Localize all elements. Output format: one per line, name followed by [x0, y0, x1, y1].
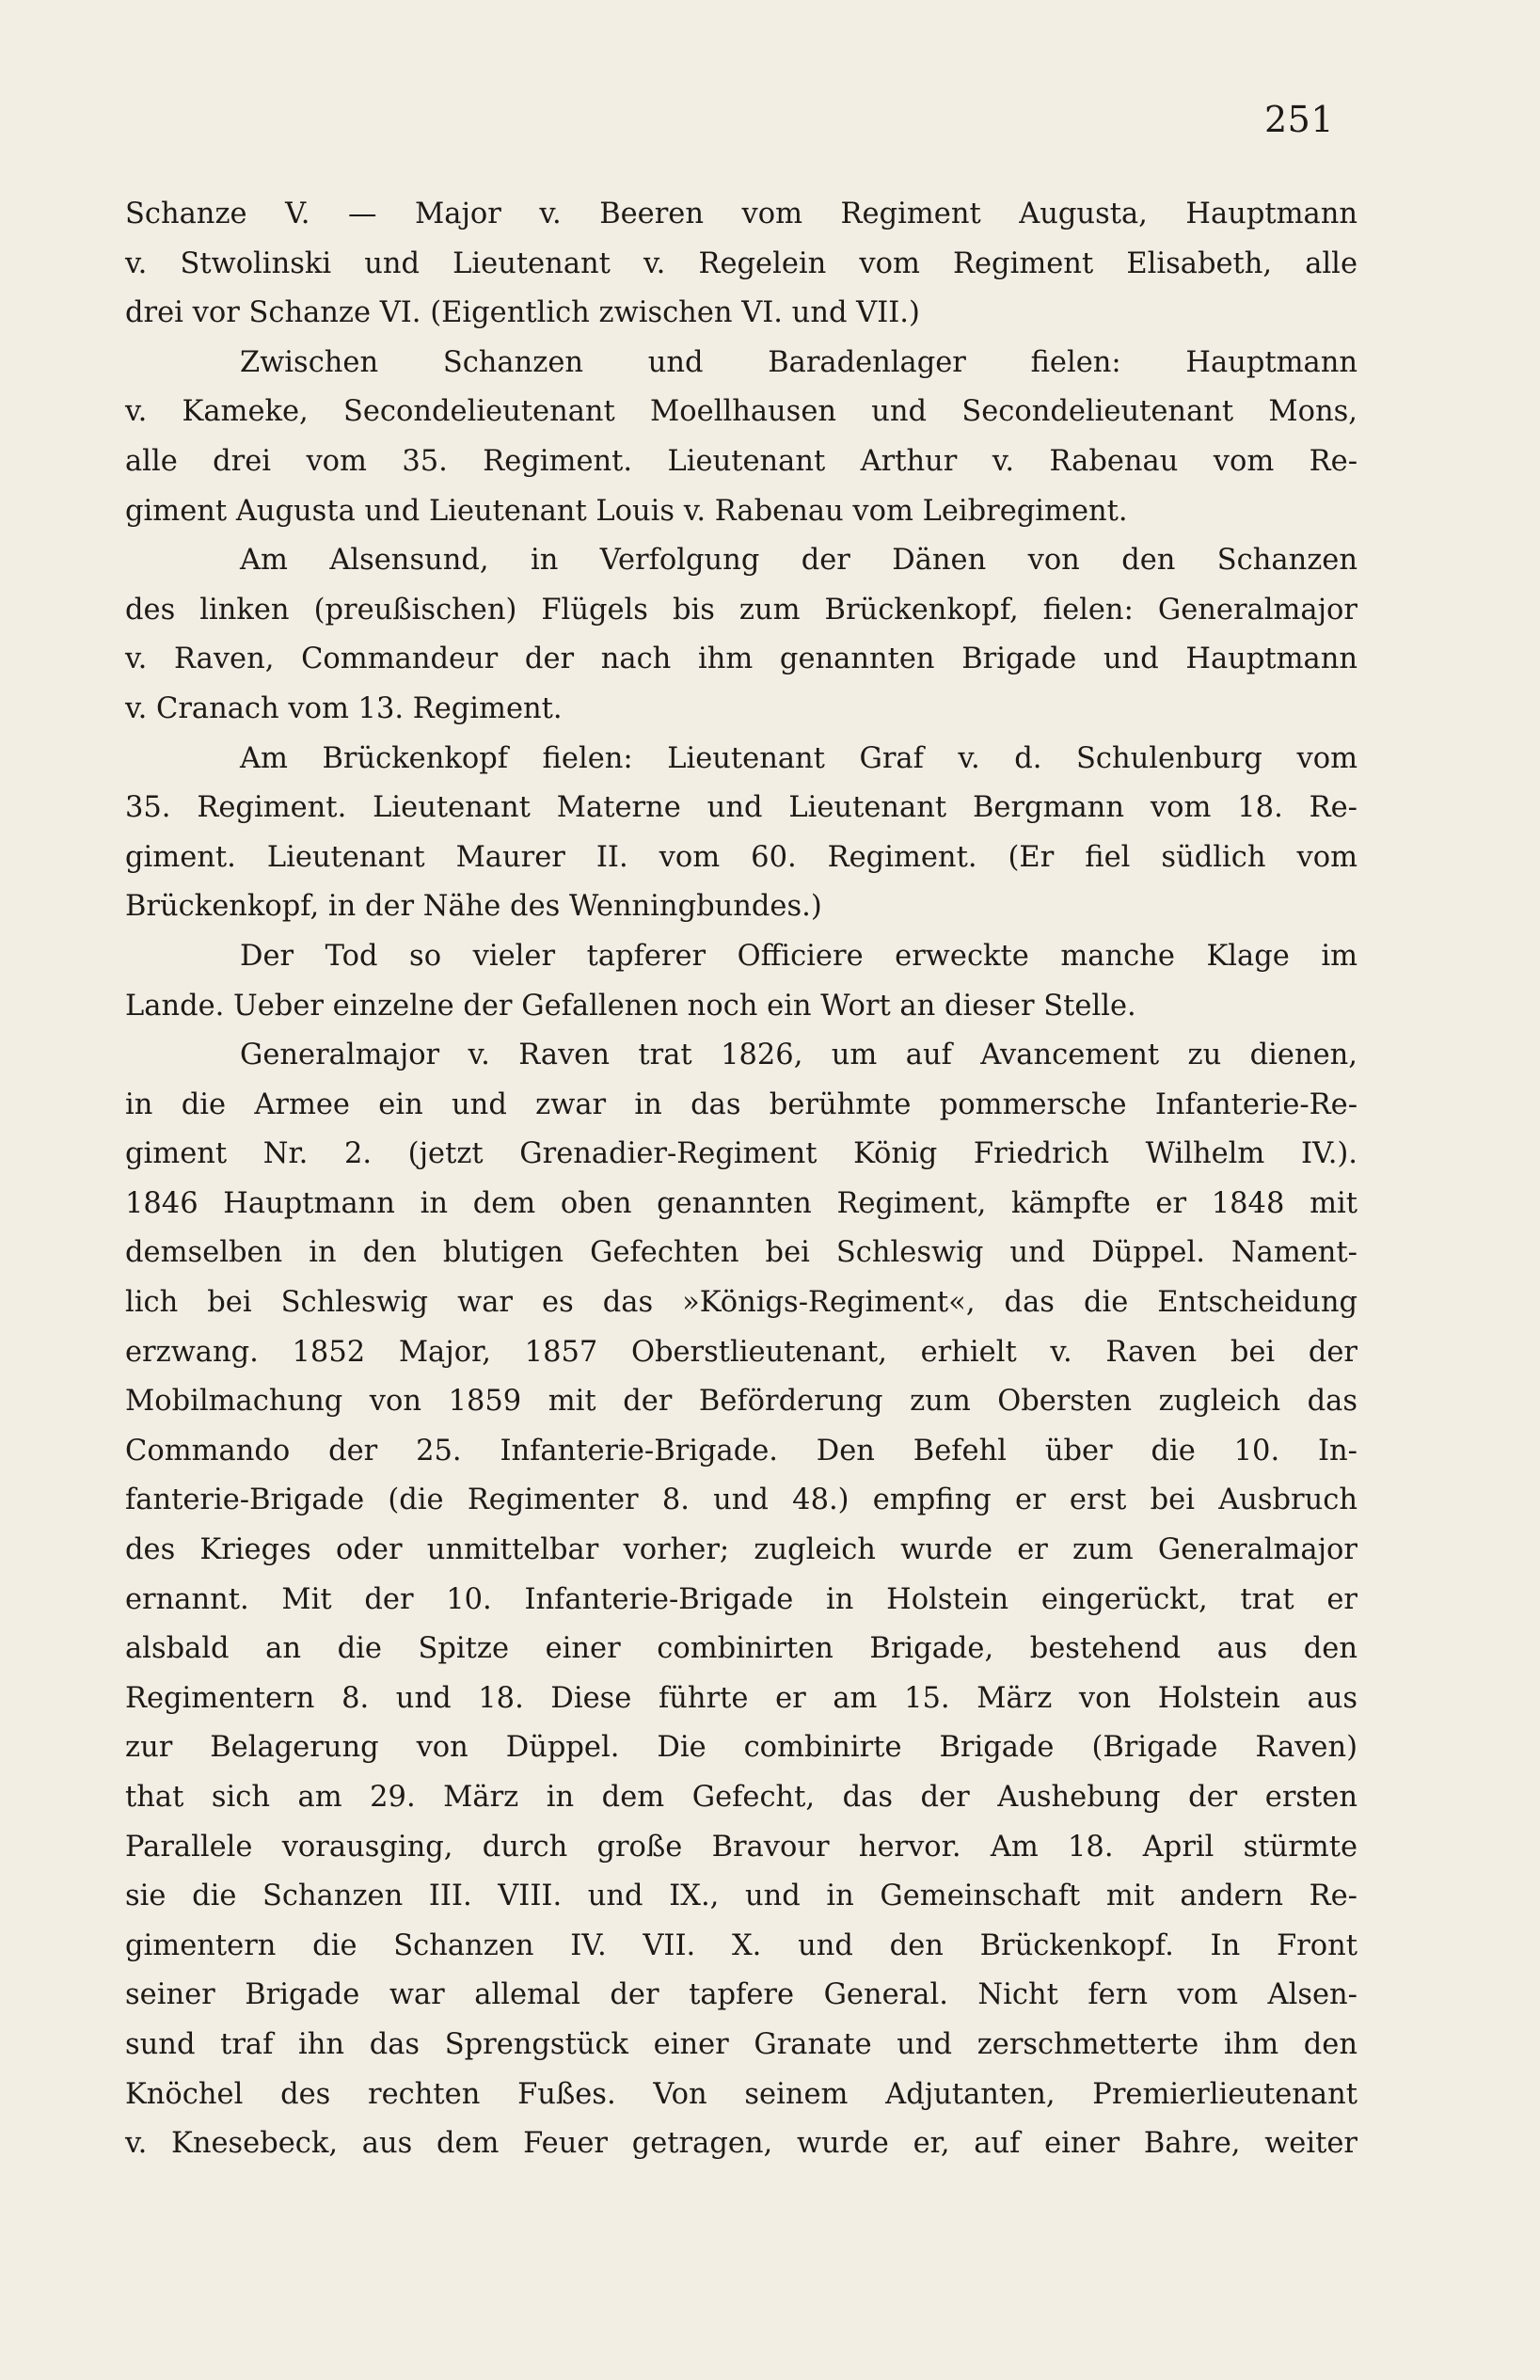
text-line: drei vor Schanze VI. (Eigentlich zwischen VI. und VII.) — [125, 296, 920, 330]
text-line: v. Cranach vom 13. Regiment. — [125, 691, 563, 725]
page-number: 251 — [1263, 99, 1334, 140]
text-line: lich bei Schleswig war es das »Königs-Regiment«, das die Entscheidung — [125, 1286, 1357, 1320]
text-line: demselben in den blutigen Gefechten bei Schleswig und Düppel. Nament- — [125, 1236, 1357, 1270]
text-line: des Krieges oder unmittelbar vorher; zugleich wurde er zum Generalmajor — [125, 1533, 1357, 1567]
text-line: Mobilmachung von 1859 mit der Beförderung zum Obersten zugleich das — [125, 1385, 1357, 1419]
text-line: v. Stwolinski und Lieutenant v. Regelein vom Regiment Elisabeth, alle — [125, 246, 1357, 280]
text-line: des linken (preußischen) Flügels bis zum Brückenkopf, fielen: Generalmajor — [125, 593, 1357, 627]
text-line: Parallele vorausging, durch große Bravour hervor. Am 18. April stürmte — [125, 1830, 1357, 1864]
text-line: Commando der 25. Infanterie-Brigade. Den Befehl über die 10. In- — [125, 1434, 1357, 1468]
text-line: v. Raven, Commandeur der nach ihm genannten Brigade und Hauptmann — [125, 643, 1357, 676]
text-line: alle drei vom 35. Regiment. Lieutenant Arthur v. Rabenau vom Re- — [125, 444, 1357, 478]
text-line: zur Belagerung von Düppel. Die combinirte Brigade (Brigade Raven) — [125, 1731, 1357, 1765]
text-line: erzwang. 1852 Major, 1857 Oberstlieutenant, erhielt v. Raven bei der — [125, 1335, 1357, 1369]
text-line: giment. Lieutenant Maurer II. vom 60. Regiment. (Er fiel südlich vom — [125, 840, 1357, 874]
text-line: sund traf ihn das Sprengstück einer Granate und zerschmetterte ihm den — [125, 2027, 1357, 2061]
text-line: v. Knesebeck, aus dem Feuer getragen, wurde er, auf einer Bahre, weiter — [125, 2127, 1357, 2161]
text-line: fanterie-Brigade (die Regimenter 8. und 48.) empfing er erst bei Ausbruch — [125, 1484, 1357, 1517]
text-line: Am Brückenkopf fielen: Lieutenant Graf v. d. Schulenburg vom — [240, 741, 1357, 775]
text-line: Brückenkopf, in der Nähe des Wenningbundes.) — [125, 890, 822, 924]
text-line: giment Augusta und Lieutenant Louis v. Rabenau vom Leibregiment. — [125, 494, 1128, 528]
text-line: Zwischen Schanzen und Baradenlager fielen: Hauptmann — [240, 345, 1357, 379]
text-line: Schanze V. — Major v. Beeren vom Regiment Augusta, Hauptmann — [125, 198, 1357, 230]
text-line: sie die Schanzen III. VIII. und IX., und in Gemeinschaft mit andern Re- — [125, 1880, 1357, 1913]
text-line: seiner Brigade war allemal der tapfere General. Nicht fern vom Alsen- — [125, 1978, 1357, 2012]
text-line: v. Kameke, Secondelieutenant Moellhausen und Secondelieutenant Mons, — [125, 395, 1357, 429]
text-line: Generalmajor v. Raven trat 1826, um auf Avancement zu dienen, — [240, 1039, 1357, 1072]
text-line: 35. Regiment. Lieutenant Materne und Lieutenant Bergmann vom 18. Re- — [125, 791, 1357, 825]
text-line: in die Armee ein und zwar in das berühmte pommersche Infanterie-Re- — [125, 1087, 1357, 1121]
text-line: gimentern die Schanzen IV. VII. X. und den Brückenkopf. In Front — [125, 1928, 1357, 1962]
text-line: Der Tod so vieler tapferer Officiere erweckte manche Klage im — [240, 939, 1357, 973]
text-line: Regimentern 8. und 18. Diese führte er am 15. März von Holstein aus — [125, 1681, 1357, 1715]
text-line: Knöchel des rechten Fußes. Von seinem Adjutanten, Premierlieutenant — [125, 2077, 1357, 2111]
text-line: Am Alsensund, in Verfolgung der Dänen von den Schanzen — [240, 544, 1357, 578]
text-line: ernannt. Mit der 10. Infanterie-Brigade in Holstein eingerückt, trat er — [125, 1582, 1357, 1616]
text-line: alsbald an die Spitze einer combinirten Brigade, bestehend aus den — [125, 1632, 1357, 1666]
text-line: giment Nr. 2. (jetzt Grenadier-Regiment König Friedrich Wilhelm IV.). — [125, 1137, 1357, 1171]
body-text — [125, 190, 1357, 2169]
text-line: Lande. Ueber einzelne der Gefallenen noch ein Wort an dieser Stelle. — [125, 989, 1136, 1023]
text-line: 1846 Hauptmann in dem oben genannten Regiment, kämpfte er 1848 mit — [125, 1186, 1357, 1220]
text-line: that sich am 29. März in dem Gefecht, das der Aushebung der ersten — [125, 1781, 1357, 1814]
